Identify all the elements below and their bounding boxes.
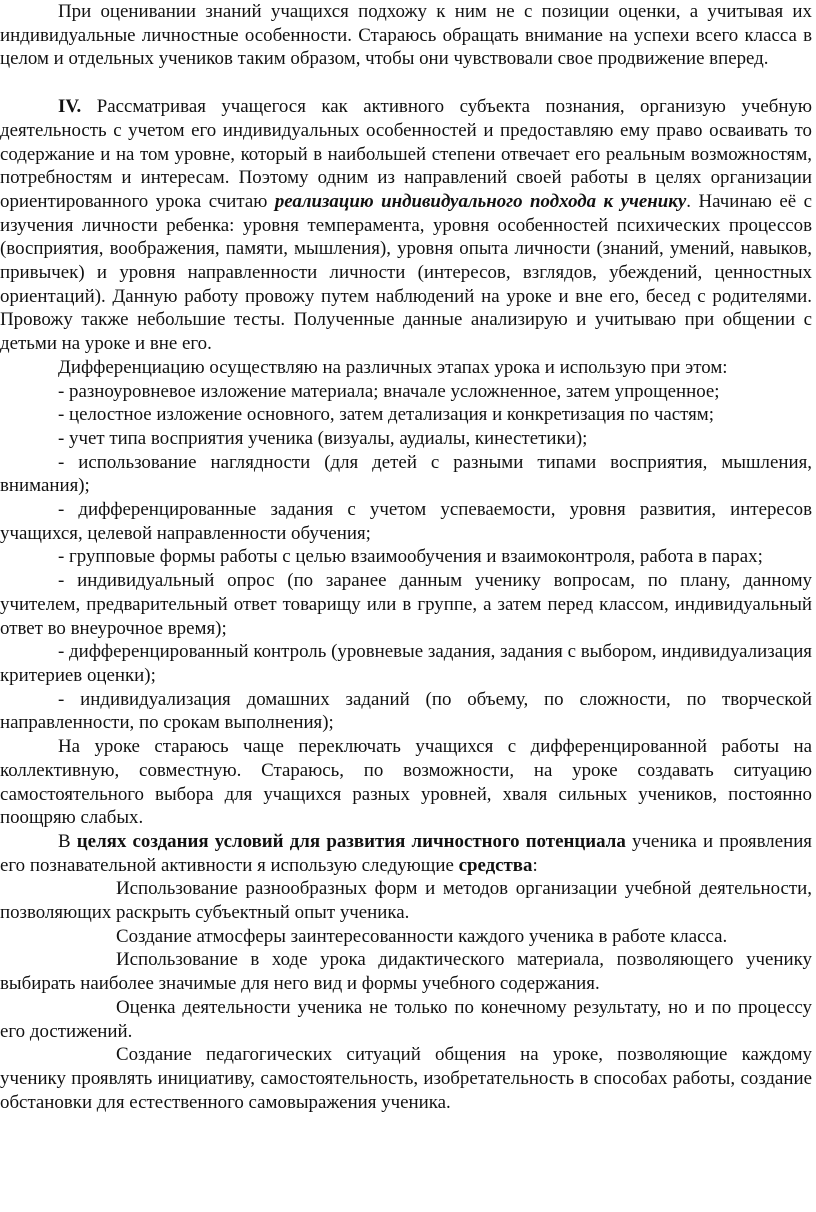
paragraph-section-iv [0, 95, 812, 356]
paragraph-means-intro [0, 830, 812, 877]
bullet-text: Использование в ходе урока дидактического материала, позволяющего ученику выбирать наиболее значимые для него вид и формы учебного содержания. [0, 949, 812, 995]
list-item: - дифференцированный контроль (уровневые задания, задания с выбором, индивидуализация критериев оценки); [0, 641, 812, 686]
list-item: - групповые формы работы с целью взаимообучения и взаимоконтроля, работа в парах; [58, 546, 763, 568]
list-item: - дифференцированные задания с учетом успеваемости, уровня развития, интересов учащихся, целевой направленности обучения; [0, 499, 812, 544]
list-item: - индивидуальный опрос (по заранее данным ученику вопросам, по плану, данному учителем, предварительный ответ товарищу или в группе, а затем перед классом, индивидуальный ответ во внеурочное время); [0, 570, 812, 639]
list-item: - использование наглядности (для детей с разными типами восприятия, мышления, внимания); [0, 451, 812, 497]
paragraph-collective-work: На уроке стараюсь чаще переключать учащихся с дифференцированной работы на коллективную, совместную. Стараюсь, по возможности, на уроке создавать ситуацию самостоятельного выбора для учащихся разных уровней, хваля сильных учеников, постоянно поощряю слабых. [0, 736, 812, 829]
list-item [0, 948, 812, 995]
paragraph-assessment: При оценивании знаний учащихся подхожу к ним не с позиции оценки, а учитывая их индивидуальные личностные особенности. Стараюсь обращать внимание на успехи всего класса в целом и отдельных учеников таким образом, чтобы они чувствовали свое продвижение вперед. [0, 1, 812, 70]
list-item [0, 877, 812, 924]
paragraph-gap [0, 71, 812, 95]
section-iv-text-b: . Начинаю её с изучения личности ребенка: уровня темперамента, уровня особенностей психических процессов (восприятия, воображения, памяти, мышления), уровня опыта личности (знаний, умений, навыков, привычек) и уровня направленности личности (интересов, взглядов, убеждений, ценностных ориентаций). Данную работу провожу путем наблюдений на уроке и вне его, бесед с родителями. Провожу также небольшие тесты. Полученные данные анализирую и учитываю при общении с детьми на уроке и вне его. [0, 190, 813, 355]
list-item: - целостное изложение основного, затем детализация и конкретизация по частям; [58, 404, 714, 426]
list-item [0, 996, 812, 1043]
bullet-text: Создание атмосферы заинтересованности каждого ученика в работе класса. [116, 925, 728, 947]
list-item [0, 925, 812, 949]
means-text-c: : [532, 854, 538, 876]
means-bold-goal: целях создания условий для развития личностного потенциала [76, 830, 626, 852]
section-iv-emphasis: реализацию индивидуального подхода к ученику [274, 190, 687, 212]
list-item: - индивидуализация домашних заданий (по объему, по сложности, по творческой направленности, по срокам выполнения); [0, 688, 812, 734]
bullet-text: Оценка деятельности ученика не только по конечному результату, но и по процессу его достижений. [0, 996, 812, 1042]
means-text-a: В [58, 830, 77, 852]
list-item [0, 1043, 812, 1114]
section-iv-text-a: Рассматривая учащегося как активного субъекта познания, организую учебную деятельность с учетом его индивидуальных особенностей и предоставляю ему право осваивать то содержание и на том уровне, который в наибольшей степени отвечает его реальным возможностям, потребностям и интересам. Поэтому одним из направлений своей работы в целях организации ориентированного урока считаю [0, 96, 812, 212]
paragraph-differentiation-intro: Дифференциацию осуществляю на различных этапах урока и использую при этом: [58, 356, 728, 378]
list-item: - учет типа восприятия ученика (визуалы, аудиалы, кинестетики); [58, 427, 588, 449]
bullet-text: Создание педагогических ситуаций общения на уроке, позволяющие каждому ученику проявлять инициативу, самостоятельность, изобретательность в способах работы, создание обстановки для естественного самовыражения ученика. [0, 1044, 812, 1113]
bullet-text: Использование разнообразных форм и методов организации учебной деятельности, позволяющих раскрыть субъектный опыт ученика. [0, 878, 812, 924]
means-bold-word: средства [458, 854, 533, 876]
dash-list [0, 380, 812, 736]
section-number: IV. [58, 96, 82, 118]
means-text-b: ученика и проявления его познавательной активности я использую следующие [0, 830, 812, 876]
list-item: - разноуровневое изложение материала; вначале усложненное, затем упрощенное; [58, 380, 720, 402]
bullet-list [0, 877, 812, 1114]
